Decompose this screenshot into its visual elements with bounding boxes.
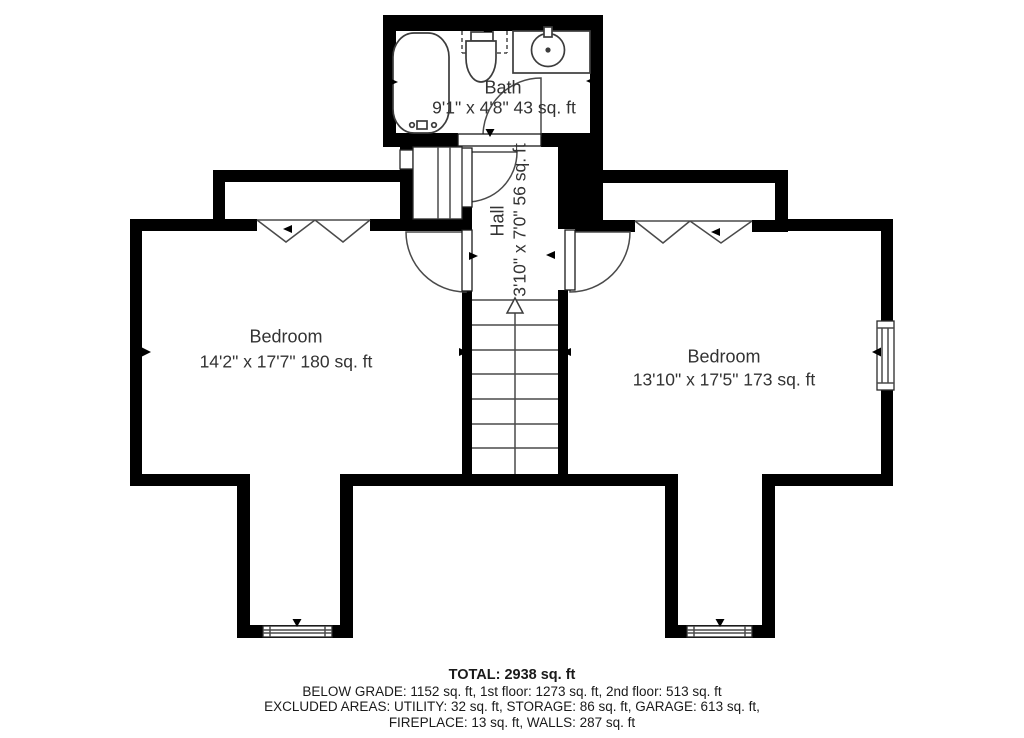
bedroom-left-room-dims: 14'2" x 17'7" 180 sq. ft xyxy=(199,351,373,372)
bedroom-left-room-label: Bedroom xyxy=(249,326,323,347)
summary-line-walls: FIREPLACE: 13 sq. ft, WALLS: 287 sq. ft xyxy=(388,714,636,730)
area-summary xyxy=(0,668,1024,730)
door-swing-bedroom-left-icon xyxy=(406,232,466,292)
window-left-dormer-icon xyxy=(263,626,332,637)
toilet-icon xyxy=(462,31,507,82)
bedroom-right-room-label: Bedroom xyxy=(687,346,761,367)
summary-line-grades: BELOW GRADE: 1152 sq. ft, 1st floor: 1273 sq. ft, 2nd floor: 513 sq. ft xyxy=(302,683,722,699)
summary-line-excluded: EXCLUDED AREAS: UTILITY: 32 sq. ft, STORAGE: 86 sq. ft, GARAGE: 613 sq. ft, xyxy=(264,699,760,714)
door-swing-bedroom-right-icon xyxy=(570,232,630,292)
bath-room-label: Bath xyxy=(484,77,522,98)
hall-room-dims: 3'10" x 7'0" 56 sq. ft xyxy=(509,143,530,297)
hall-room-label: Hall xyxy=(487,205,508,237)
stairs-up-icon xyxy=(472,298,558,474)
window-right-dormer-icon xyxy=(687,626,752,637)
closet-niche xyxy=(413,147,462,219)
bath-room-dims: 9'1" x 4'8" 43 sq. ft xyxy=(432,97,576,118)
sink-icon xyxy=(513,27,590,73)
bedroom-right-room-dims: 13'10" x 17'5" 173 sq. ft xyxy=(632,369,816,390)
summary-total: TOTAL: 2938 sq. ft xyxy=(448,667,576,683)
